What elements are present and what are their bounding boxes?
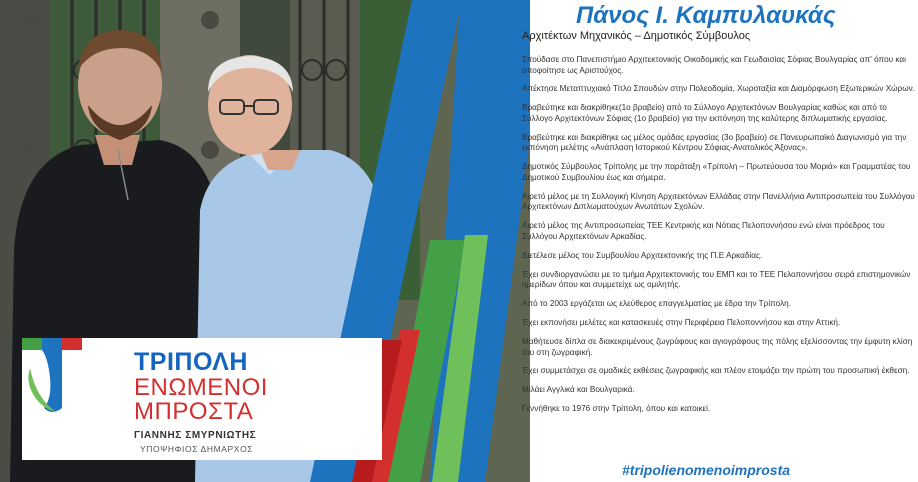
hashtag: #tripolienomenoimprosta (622, 462, 791, 478)
bio-paragraph: Έχει εκπονήσει μελέτες και κατασκευές στην Περιφέρεια Πελοποννήσου και στην Αττική. (522, 318, 841, 328)
candidate-role: ΥΠΟΨΗΦΙΟΣ ΔΗΜΑΡΧΟΣ (140, 444, 254, 454)
page-subtitle: Αρχιτέκτων Μηχανικός – Δημοτικός Σύμβουλος (522, 30, 751, 42)
bio-paragraph: Δημοτικός Σύμβουλος Τρίπολης με την παράταξη «Τρίπολη – Πρωτεύουσα του Μοριά» και Γραμματέας του Δημοτικού Συμβουλίου έως και σήμερα. (522, 162, 911, 182)
bio-paragraph: Έχει συνδιοργανώσει με το τμήμα Αρχιτεκτονικής του ΕΜΠ και το ΤΕΕ Πελοποννήσου σειρά επιστημονικών ημερίδων όπου και συμμετείχε ως ομιλητής. (522, 269, 911, 290)
candidate-name: ΓΙΑΝΝΗΣ ΣΜΥΡΝΙΩΤΗΣ (134, 430, 257, 441)
tripoli-logo-icon (22, 338, 82, 416)
bio-paragraph: Μιλάει Αγγλικά και Βουλγαρικά. (522, 385, 635, 395)
campaign-logo (22, 338, 382, 460)
bio-paragraph: Μαθήτευσε δίπλα σε διακεκριμένους ζωγράφους και αγιογράφους της πόλης εξελίσσοντας την έμφυτη κλίση του στη ζωγραφική. (522, 336, 913, 357)
logo-line-2: ΕΝΩΜΕΝΟΙ (134, 374, 268, 401)
logo-line-3: ΜΠΡΟΣΤΑ (134, 398, 254, 425)
biography-panel (520, 0, 918, 482)
bio-paragraph: Βραβεύτηκε και διακρίθηκε(1ο βραβείο) από το Σύλλογο Αρχιτεκτόνων Βουλγαρίας καθώς και από το Σύλλογο Αρχιτεκτόνων Σόφιας (1ο βραβείο) για την εκπόνηση της καλύτερης διπλωματικής εργασίας. (522, 103, 888, 123)
bio-paragraph: Απέκτησε Μεταπτυχιακό Τίτλο Σπουδών στην Πολεοδομία, Χωροταξία και Διαμόρφωση Εξωτερικών Χώρων. (522, 84, 915, 94)
bio-paragraph: Γεννήθηκε το 1976 στην Τρίπολη, όπου και κατοικεί. (522, 404, 711, 414)
bio-paragraph: Σπούδασε στο Πανεπιστήμιο Αρχιτεκτονικής Οικοδομικής και Γεωδαισίας Σόφιας Βουλγαρίας απ' όπου και αποφοίτησε ως Αριστούχος. (522, 55, 906, 75)
bio-paragraph: Έχει συμμετάσχει σε ομαδικές εκθέσεις ζωγραφικής και πλέον ετοιμάζει την πρώτη του προσωπική έκθεση. (522, 366, 910, 376)
bio-paragraph: Βραβεύτηκε και διακρίθηκε ως μέλος ομάδας εργασίας (3ο βραβείο) σε Πανευρωπαϊκό Διαγωνισμό για την εκπόνηση μελέτης «Ανάπλαση Ιστορικού Κέντρου Σόφιας-Ανατολικός Άξονας». (522, 132, 907, 153)
bio-paragraph: Από το 2003 εργάζεται ως ελεύθερος επαγγελματίας με έδρα την Τρίπολη. (522, 299, 791, 309)
bio-paragraph: Αιρετό μέλος της Αντιπροσωπείας ΤΕΕ Κεντρικής και Νότιας Πελοποννήσου ενώ είναι πρόεδρος του Συλλόγου Αρχιτεκτόνων Αρκαδίας. (522, 221, 885, 241)
page-title: Πάνος Ι. Καμπυλαυκάς (576, 2, 836, 29)
bio-paragraph: Διετέλεσε μέλος του Συμβουλίου Αρχιτεκτονικής της Π.Ε Αρκαδίας. (522, 250, 763, 260)
bio-paragraph: Αιρετό μέλος με τη Συλλογική Κίνηση Αρχιτεκτόνων Ελλάδας στην Πανελλήνια Αντιπροσωπεία του Συλλόγου Αρχιτεκτόνων Διπλωματούχων Ανωτάτων Σχολών. (522, 191, 915, 212)
logo-line-1: ΤΡΙΠΟΛΗ (134, 348, 248, 376)
bio-list (522, 55, 918, 423)
